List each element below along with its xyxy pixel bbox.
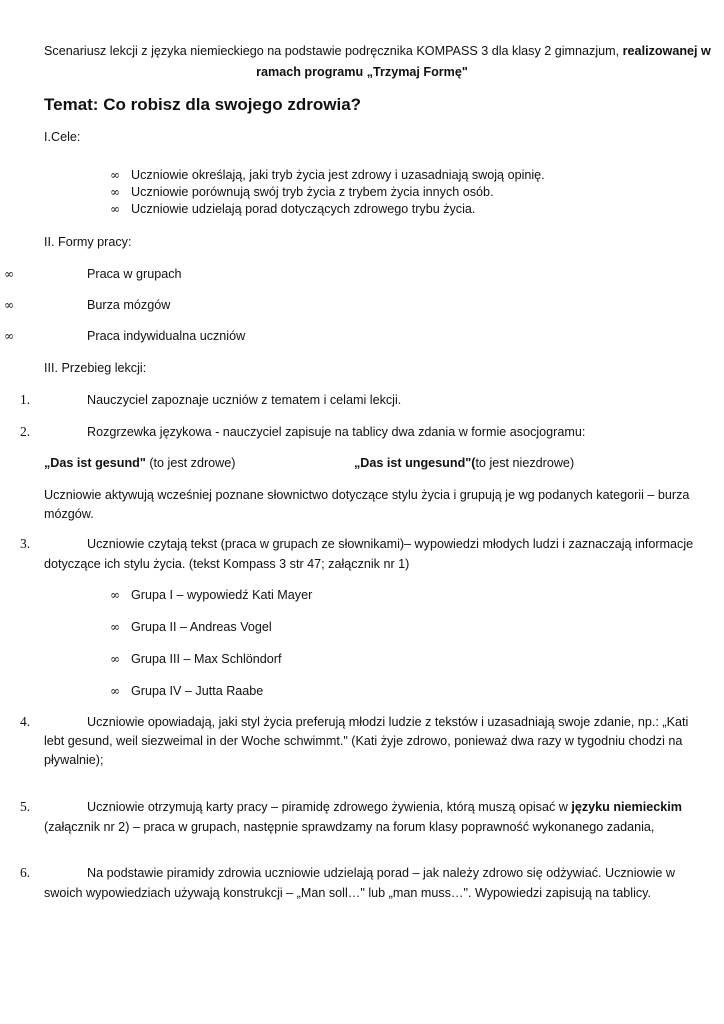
bullet-icon: ∞	[4, 329, 14, 343]
header-plain-text: Scenariusz lekcji z języka niemieckiego na podstawie podręcznika KOMPASS 3 dla klasy 2 gimnazjum,	[44, 44, 623, 58]
work-form-item: Praca indywidualna uczniów	[87, 329, 246, 343]
step-text-line-2: swoich wypowiedziach używają konstrukcji – „Man soll…" lub „man muss…". Wypowiedzi zapisują na tablicy.	[44, 886, 652, 900]
step-number: 3.	[20, 536, 31, 551]
ungesund-bold: „Das ist ungesund"(	[354, 456, 476, 470]
bullet-icon: ∞	[110, 684, 120, 698]
step-text-plain: Uczniowie otrzymują karty pracy – piramidę zdrowego żywienia, którą muszą opisać w	[87, 800, 572, 814]
gesund-phrase	[44, 454, 235, 472]
step-text-line-2: dotyczące ich stylu życia. (tekst Kompass 3 str 47; załącznik nr 1)	[44, 557, 410, 571]
step-number: 1.	[20, 392, 31, 407]
step-number: 6.	[20, 865, 31, 880]
section-3-heading: III. Przebieg lekcji:	[44, 361, 147, 375]
gesund-translation: (to jest zdrowe)	[145, 456, 236, 470]
ungesund-translation: to jest niezdrowe)	[475, 456, 575, 470]
brainstorm-text-line-1: Uczniowie aktywują wcześniej poznane słownictwo dotyczące stylu życia i grupują je wg podanych kategorii – burza	[44, 488, 690, 502]
step-text: Nauczyciel zapoznaje uczniów z tematem i celami lekcji.	[87, 393, 402, 407]
step-text-line-1: Uczniowie opowiadają, jaki styl życia preferują młodzi ludzie z tekstów i uzasadniają swoje zdanie, np.: „Kati	[87, 715, 689, 729]
group-item: Grupa II – Andreas Vogel	[131, 620, 272, 634]
section-2-heading: II. Formy pracy:	[44, 235, 132, 249]
work-form-item: Praca w grupach	[87, 267, 182, 281]
work-form-item: Burza mózgów	[87, 298, 171, 312]
group-item: Grupa IV – Jutta Raabe	[131, 684, 264, 698]
step-text-line-1: Na podstawie piramidy zdrowia uczniowie udzielają porad – jak należy zdrowo się odżywiać. Uczniowie w	[87, 866, 675, 880]
goal-item: Uczniowie określają, jaki tryb życia jest zdrowy i uzasadniają swoją opinię.	[131, 168, 545, 182]
bullet-icon: ∞	[4, 298, 14, 312]
header-line-1	[44, 42, 711, 60]
gesund-bold: „Das ist gesund"	[44, 456, 146, 470]
group-item: Grupa I – wypowiedź Kati Mayer	[131, 588, 313, 602]
header-bold-text: realizowanej w	[622, 44, 711, 58]
goal-item: Uczniowie porównują swój tryb życia z trybem życia innych osób.	[131, 185, 494, 199]
step-text-bold: języku niemieckim	[571, 800, 682, 814]
step-text-line-2: (załącznik nr 2) – praca w grupach, następnie sprawdzamy na forum klasy poprawność wykonanego zadania,	[44, 820, 655, 834]
bullet-icon: ∞	[4, 267, 14, 281]
step-text-line-3: pływalnie);	[44, 753, 104, 767]
step-text-line-1	[87, 798, 682, 816]
bullet-icon: ∞	[110, 620, 120, 634]
step-text: Rozgrzewka językowa - nauczyciel zapisuje na tablicy dwa zdania w formie asocjogramu:	[87, 425, 586, 439]
brainstorm-text-line-2: mózgów.	[44, 507, 94, 521]
step-text-line-1: Uczniowie czytają tekst (praca w grupach ze słownikami)– wypowiedzi młodych ludzi i zaznaczają informacje	[87, 537, 694, 551]
bullet-icon: ∞	[110, 588, 120, 602]
group-item: Grupa III – Max Schlöndorf	[131, 652, 282, 666]
bullet-icon: ∞	[110, 185, 120, 199]
page-title: Temat: Co robisz dla swojego zdrowia?	[44, 95, 362, 114]
ungesund-phrase	[354, 454, 574, 472]
step-text-line-2: lebt gesund, weil siezweimal in der Woche schwimmt." (Kati żyje zdrowo, ponieważ dwa razy w tygodniu chodzi na	[44, 734, 683, 748]
goal-item: Uczniowie udzielają porad dotyczących zdrowego trybu życia.	[131, 202, 476, 216]
section-1-heading: I.Cele:	[44, 130, 81, 144]
step-number: 4.	[20, 714, 31, 729]
header-line-2: ramach programu „Trzymaj Formę"	[256, 65, 468, 79]
step-number: 5.	[20, 799, 31, 814]
bullet-icon: ∞	[110, 652, 120, 666]
step-number: 2.	[20, 424, 31, 439]
bullet-icon: ∞	[110, 202, 120, 216]
bullet-icon: ∞	[110, 168, 120, 182]
